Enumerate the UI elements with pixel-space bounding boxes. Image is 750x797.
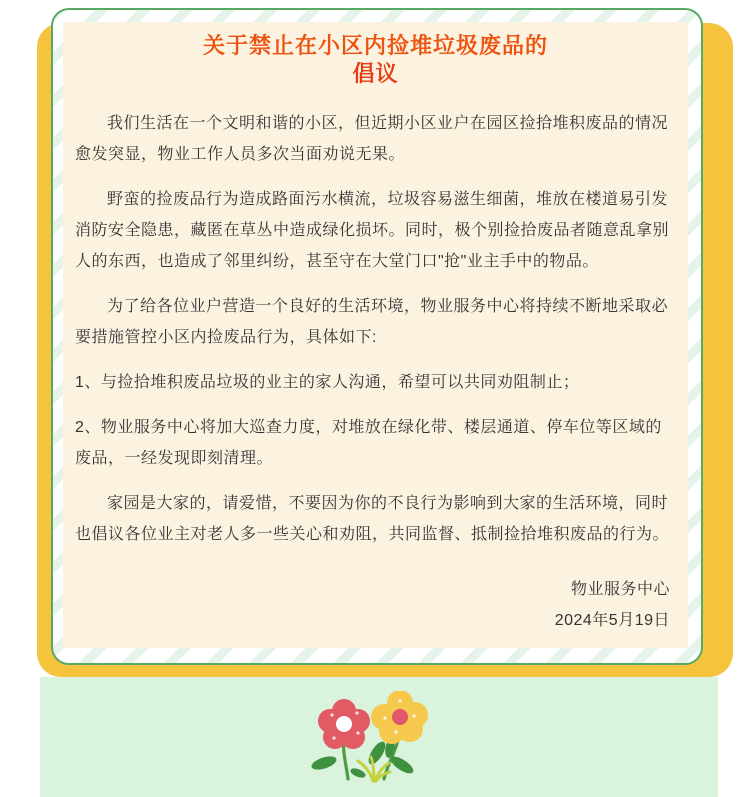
paragraph-closing: 家园是大家的，请爱惜，不要因为你的不良行为影响到大家的生活环境，同时也倡议各位业主对老人多一些关心和劝阻，共同监督、抵制捡拾堆积废品的行为。 — [75, 495, 670, 543]
red-flower — [318, 699, 370, 749]
signature-date: 2024年5月19日 — [554, 612, 670, 629]
notice-paper — [63, 22, 688, 648]
yellow-flower — [371, 691, 428, 744]
paragraph-problems: 野蛮的捡废品行为造成路面污水横流，垃圾容易滋生细菌，堆放在楼道易引发消防安全隐患，藏匿在草丛中造成绿化损坏。同时，极个别捡拾废品者随意乱拿别人的东西，也造成了邻里纠纷，甚至守在大堂门口"抢"业主手中的物品。 — [75, 191, 670, 270]
notice-title-line2: 倡议 — [352, 61, 399, 86]
notice-body — [75, 108, 676, 636]
signature-block — [75, 574, 676, 636]
notice-card — [51, 8, 703, 665]
paragraph-intro: 我们生活在一个文明和谐的小区，但近期小区业户在园区捡拾堆积废品的情况愈发突显，物业工作人员多次当面劝说无果。 — [75, 115, 669, 163]
list-item-2: 2、物业服务中心将加大巡查力度，对堆放在绿化带、楼层通道、停车位等区域的废品，一经发现即刻清理。 — [75, 419, 662, 467]
list-item-1: 1、与捡拾堆积废品垃圾的业主的家人沟通，希望可以共同劝阻制止； — [75, 374, 580, 391]
footer-band — [40, 677, 718, 797]
signature-org: 物业服务中心 — [570, 581, 670, 598]
flowers-illustration — [274, 691, 484, 791]
paragraph-measures-intro: 为了给各位业户营造一个良好的生活环境，物业服务中心将持续不断地采取必要措施管控小区内捡废品行为，具体如下: — [75, 298, 669, 346]
notice-title — [75, 32, 676, 88]
notice-title-line1: 关于禁止在小区内捡堆垃圾废品的 — [202, 33, 548, 58]
